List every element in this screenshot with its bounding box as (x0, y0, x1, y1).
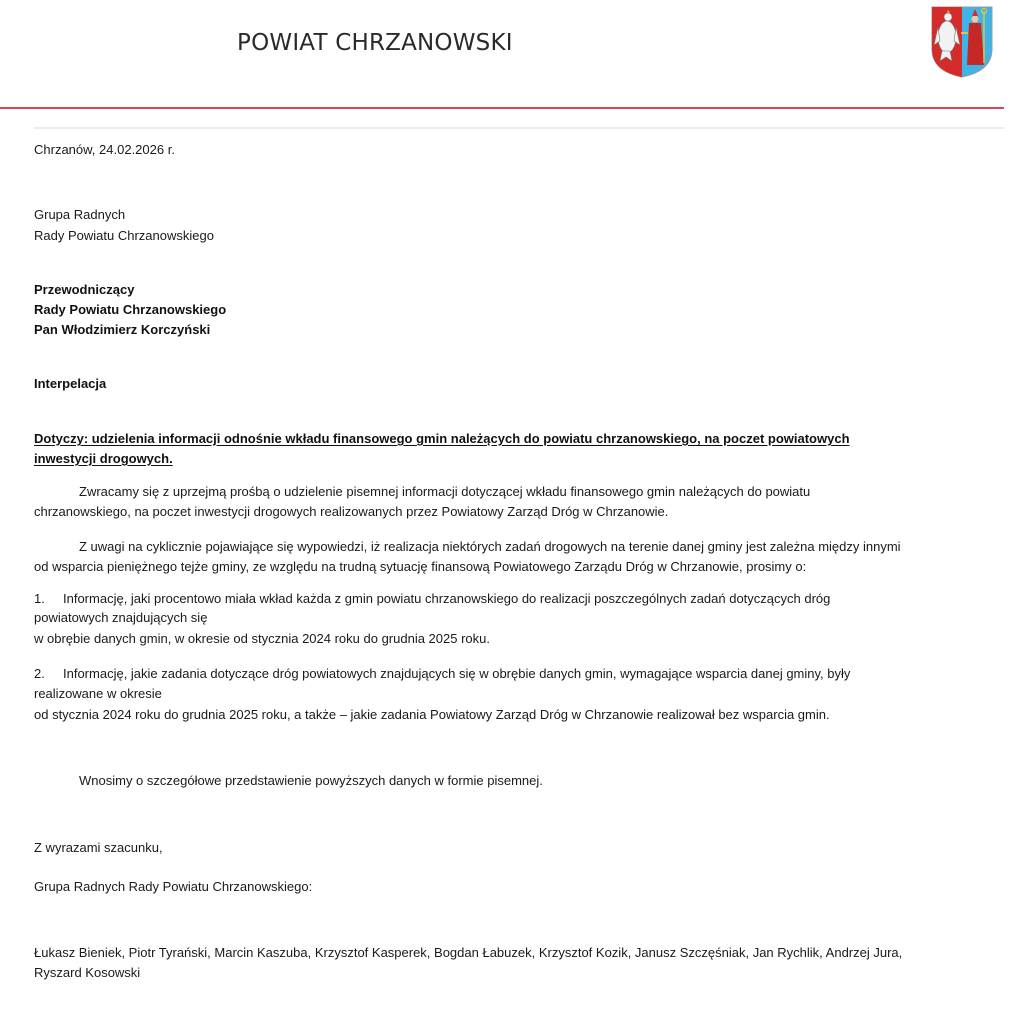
list-item-1-line-2: powiatowych znajdujących się (34, 610, 208, 625)
regards: Z wyrazami szacunku, (34, 840, 163, 855)
place-date: Chrzanów, 24.02.2026 r. (34, 142, 175, 157)
sender-line-2: Rady Powiatu Chrzanowskiego (34, 228, 214, 243)
paragraph-1-line-2: chrzanowskiego, na poczet inwestycji drogowych realizowanych przez Powiatowy Zarząd Dróg w Chrzanowie. (34, 504, 669, 519)
paragraph-2-line-1: Z uwagi na cyklicznie pojawiające się wypowiedzi, iż realizacja niektórych zadań drogowych na terenie danej gminy jest zależna między innymi (79, 539, 901, 554)
list-item-1 (34, 589, 830, 609)
list-item-1-number: 1. (34, 591, 45, 606)
sender-line-1: Grupa Radnych (34, 207, 126, 222)
recipient-line-1: Przewodniczący (34, 282, 135, 297)
list-item-1-line-1: Informację, jaki procentowo miała wkład każda z gmin powiatu chrzanowskiego do realizacji poszczególnych zadań dotyczących dróg (63, 591, 831, 606)
letterhead-red-rule (0, 107, 1004, 109)
list-item-2-line-3: od stycznia 2024 roku do grudnia 2025 roku, a także – jakie zadania Powiatowy Zarząd Dróg w Chrzanowie realizował bez wsparcia gmin. (34, 707, 830, 722)
list-item-2-line-2: realizowane w okresie (34, 686, 162, 701)
subject-line-1: Dotyczy: udzielenia informacji odnośnie wkładu finansowego gmin należących do powiatu chrzanowskiego, na poczet powiatowych (34, 431, 850, 446)
coat-of-arms-icon (930, 5, 994, 79)
document-type: Interpelacja (34, 376, 107, 391)
list-item-2 (34, 664, 850, 684)
letterhead-title: POWIAT CHRZANOWSKI (237, 30, 513, 56)
letterhead-grey-rule (34, 127, 1004, 129)
recipient-line-2: Rady Powiatu Chrzanowskiego (34, 302, 227, 317)
signatory-group: Grupa Radnych Rady Powiatu Chrzanowskiego: (34, 879, 313, 894)
list-item-1-line-3: w obrębie danych gmin, w okresie od stycznia 2024 roku do grudnia 2025 roku. (34, 631, 490, 646)
paragraph-1-line-1: Zwracamy się z uprzejmą prośbą o udzielenie pisemnej informacji dotyczącej wkładu finansowego gmin należących do powiatu (79, 484, 811, 499)
recipient-line-3: Pan Włodzimierz Korczyński (34, 322, 211, 337)
subject-line-2: inwestycji drogowych. (34, 451, 173, 466)
closing-request: Wnosimy o szczegółowe przedstawienie powyższych danych w formie pisemnej. (79, 773, 543, 788)
paragraph-2-line-2: od wsparcia pieniężnego tejże gminy, ze względu na trudną sytuację finansową Powiatowego Zarządu Dróg w Chrzanowie, prosimy o: (34, 559, 807, 574)
signatories-line-2: Ryszard Kosowski (34, 965, 141, 980)
list-item-2-line-1: Informację, jakie zadania dotyczące dróg powiatowych znajdujących się w obrębie danych gmin, wymagające wsparcia danej gminy, były (63, 666, 851, 681)
list-item-2-number: 2. (34, 666, 45, 681)
signatories-line-1: Łukasz Bieniek, Piotr Tyrański, Marcin Kaszuba, Krzysztof Kasperek, Bogdan Łabuzek, Krzysztof Kozik, Janusz Szczęśniak, Jan Rychlik, Andrzej Jura, (34, 945, 903, 960)
